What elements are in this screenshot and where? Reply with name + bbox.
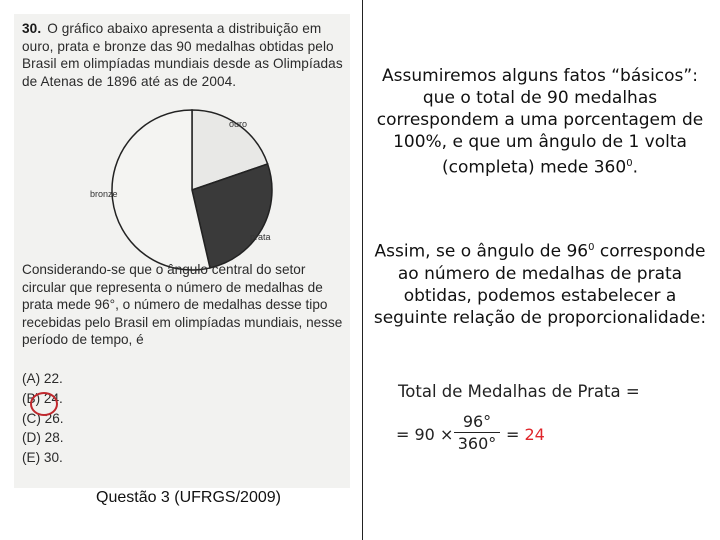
pie-label-bronze: bronze	[90, 189, 118, 199]
question-caption: Questão 3 (UFRGS/2009)	[96, 489, 281, 506]
question-body: Considerando-se que o ângulo central do setor circular que representa o número de medalhas de prata mede 96°, o número de medalhas desse tipo recebidas pelo Brasil em olimpíadas mundiais, nesse período de tempo, é	[22, 262, 343, 347]
question-intro	[22, 20, 348, 90]
option-d: (D) 28.	[22, 430, 64, 446]
formula-title: Total de Medalhas de Prata =	[398, 382, 640, 401]
question-number: 30.	[22, 21, 42, 36]
explanation-paragraph-1: Assumiremos alguns fatos “básicos”: que o total de 90 medalhas correspondem a uma porcentagem de 100%, e que um ângulo de 1 volta (completa) mede $360^0$.	[376, 66, 704, 178]
formula-fraction	[454, 412, 500, 453]
option-e: (E) 30.	[22, 450, 63, 466]
option-c: (C) 26.	[22, 410, 64, 426]
pie-chart	[14, 102, 350, 272]
fraction-numerator: 96°	[454, 412, 500, 433]
option-b: (B) 24.	[22, 390, 63, 406]
result-value: 24	[524, 425, 545, 444]
question-scan	[14, 14, 350, 488]
answer-circle-mark	[30, 392, 58, 416]
pie-label-ouro: ouro	[229, 119, 248, 129]
pie-chart-svg	[14, 102, 350, 272]
explanation-paragraph-2: Assim, se o ângulo de $96^0$ corresponde ao número de medalhas de prata obtidas, podemos estabelecer a seguinte relação de proporcionalidade:	[373, 241, 707, 328]
vertical-divider	[362, 0, 363, 540]
formula-prefix: = 90 ×	[396, 425, 454, 444]
formula-result: = 24	[506, 425, 545, 444]
fraction-denominator: 360°	[457, 434, 497, 453]
question-intro-text: O gráfico abaixo apresenta a distribuição em ouro, prata e bronze das 90 medalhas obtidas pelo Brasil em olimpíadas mundiais desde as Olimpíadas de Atenas de 1896 até as de 2004.	[22, 21, 343, 89]
answer-options	[22, 369, 64, 468]
pie-label-prata: prata	[250, 232, 271, 242]
option-a: (A) 22.	[22, 371, 63, 386]
